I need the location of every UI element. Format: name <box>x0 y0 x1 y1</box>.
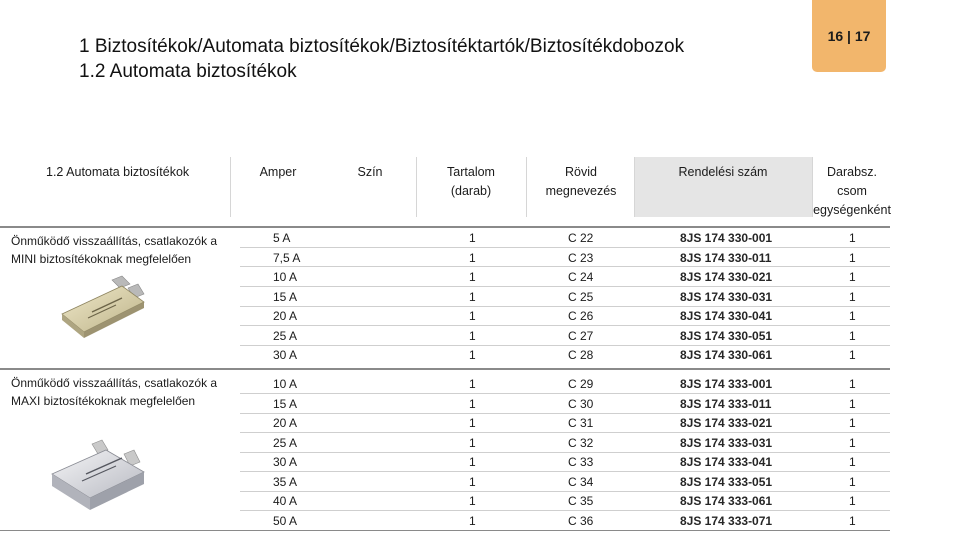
short-name-cell: C 22 <box>568 231 594 245</box>
pack-cell: 1 <box>849 348 856 362</box>
group-1-desc-line2: MINI biztosítékoknak megfelelően <box>11 252 192 266</box>
order-number-cell: 8JS 174 330-001 <box>680 231 773 245</box>
short-name-cell: C 26 <box>568 309 594 323</box>
short-name-cell: C 28 <box>568 348 594 362</box>
mini-fuse-image <box>52 272 152 342</box>
header-separator <box>230 157 231 217</box>
group-2-top-rule <box>0 368 890 370</box>
amper-cell: 35 A <box>273 475 298 489</box>
order-number-cell: 8JS 174 330-051 <box>680 329 773 343</box>
amper-cell: 10 A <box>273 270 298 284</box>
row-divider <box>240 491 890 492</box>
pack-cell: 1 <box>849 455 856 469</box>
order-number-cell: 8JS 174 330-021 <box>680 270 773 284</box>
order-number-cell: 8JS 174 333-051 <box>680 475 773 489</box>
group-2-desc-line2: MAXI biztosítékoknak megfelelően <box>11 394 196 408</box>
row-divider <box>240 471 890 472</box>
qty-cell: 1 <box>469 416 476 430</box>
row-divider <box>240 325 890 326</box>
page-title <box>79 34 684 84</box>
row-divider <box>240 266 890 267</box>
col-header-pack <box>812 163 892 220</box>
pack-cell: 1 <box>849 309 856 323</box>
amper-cell: 30 A <box>273 455 298 469</box>
row-divider <box>240 510 890 511</box>
table-bottom-rule <box>0 530 890 531</box>
amper-cell: 15 A <box>273 397 298 411</box>
order-number-cell: 8JS 174 333-001 <box>680 377 773 391</box>
col-header-pack-line1: Darabsz. <box>826 165 878 179</box>
group-2-desc-line1: Önműködő visszaállítás, csatlakozók a <box>11 376 218 390</box>
pack-cell: 1 <box>849 329 856 343</box>
order-number-cell: 8JS 174 333-061 <box>680 494 773 508</box>
group-2-description <box>11 374 217 410</box>
order-number-cell: 8JS 174 330-041 <box>680 309 773 323</box>
row-divider <box>240 345 890 346</box>
title-line-2: 1.2 Automata biztosítékok <box>79 61 297 82</box>
col-header-content <box>431 163 511 201</box>
row-divider <box>240 286 890 287</box>
col-header-content-line1: Tartalom <box>447 165 495 179</box>
order-number-cell: 8JS 174 333-071 <box>680 514 773 528</box>
qty-cell: 1 <box>469 475 476 489</box>
order-number-cell: 8JS 174 333-031 <box>680 436 773 450</box>
page-number-tab <box>812 0 886 72</box>
pack-cell: 1 <box>849 397 856 411</box>
col-header-product: 1.2 Automata biztosítékok <box>46 165 190 179</box>
pack-cell: 1 <box>849 436 856 450</box>
qty-cell: 1 <box>469 455 476 469</box>
qty-cell: 1 <box>469 397 476 411</box>
qty-cell: 1 <box>469 377 476 391</box>
short-name-cell: C 33 <box>568 455 594 469</box>
short-name-cell: C 30 <box>568 397 594 411</box>
qty-cell: 1 <box>469 231 476 245</box>
short-name-cell: C 31 <box>568 416 594 430</box>
short-name-cell: C 35 <box>568 494 594 508</box>
maxi-fuse-image <box>44 438 156 518</box>
row-divider <box>240 432 890 433</box>
order-number-cell: 8JS 174 333-021 <box>680 416 773 430</box>
group-1-desc-line1: Önműködő visszaállítás, csatlakozók a <box>11 234 218 248</box>
amper-cell: 25 A <box>273 436 298 450</box>
col-header-order-number: Rendelési szám <box>678 165 768 179</box>
order-number-cell: 8JS 174 330-061 <box>680 348 773 362</box>
pack-cell: 1 <box>849 377 856 391</box>
col-header-color: Szín <box>357 165 383 179</box>
pack-cell: 1 <box>849 514 856 528</box>
page-numbers: 16 | 17 <box>827 28 871 44</box>
group-1-top-rule <box>0 226 890 228</box>
short-name-cell: C 27 <box>568 329 594 343</box>
header-separator <box>416 157 417 217</box>
row-divider <box>240 247 890 248</box>
qty-cell: 1 <box>469 514 476 528</box>
amper-cell: 7,5 A <box>273 251 301 265</box>
row-divider <box>240 452 890 453</box>
amper-cell: 20 A <box>273 309 298 323</box>
title-line-1: 1 Biztosítékok/Automata biztosítékok/Biztosítéktartók/Biztosítékdobozok <box>79 36 685 57</box>
short-name-cell: C 32 <box>568 436 594 450</box>
pack-cell: 1 <box>849 494 856 508</box>
col-header-amper: Amper <box>259 165 297 179</box>
row-divider <box>240 393 890 394</box>
col-header-pack-line3: egységenként <box>813 203 891 217</box>
pack-cell: 1 <box>849 475 856 489</box>
col-header-short-line1: Rövid <box>565 165 597 179</box>
pack-cell: 1 <box>849 231 856 245</box>
qty-cell: 1 <box>469 251 476 265</box>
col-header-pack-line2: csom <box>837 184 867 198</box>
col-header-short-name <box>536 163 626 201</box>
row-divider <box>240 413 890 414</box>
short-name-cell: C 24 <box>568 270 594 284</box>
short-name-cell: C 23 <box>568 251 594 265</box>
qty-cell: 1 <box>469 329 476 343</box>
qty-cell: 1 <box>469 436 476 450</box>
qty-cell: 1 <box>469 270 476 284</box>
amper-cell: 30 A <box>273 348 298 362</box>
col-header-short-line2: megnevezés <box>545 184 617 198</box>
order-number-cell: 8JS 174 330-031 <box>680 290 773 304</box>
row-divider <box>240 306 890 307</box>
short-name-cell: C 34 <box>568 475 594 489</box>
amper-cell: 10 A <box>273 377 298 391</box>
amper-cell: 20 A <box>273 416 298 430</box>
pack-cell: 1 <box>849 416 856 430</box>
order-number-cell: 8JS 174 333-011 <box>680 397 772 411</box>
qty-cell: 1 <box>469 290 476 304</box>
qty-cell: 1 <box>469 348 476 362</box>
order-number-cell: 8JS 174 330-011 <box>680 251 772 265</box>
qty-cell: 1 <box>469 309 476 323</box>
header-separator <box>526 157 527 217</box>
pack-cell: 1 <box>849 290 856 304</box>
amper-cell: 50 A <box>273 514 298 528</box>
pack-cell: 1 <box>849 251 856 265</box>
group-1-description <box>11 232 217 268</box>
short-name-cell: C 29 <box>568 377 594 391</box>
short-name-cell: C 25 <box>568 290 594 304</box>
qty-cell: 1 <box>469 494 476 508</box>
short-name-cell: C 36 <box>568 514 594 528</box>
pack-cell: 1 <box>849 270 856 284</box>
order-number-cell: 8JS 174 333-041 <box>680 455 773 469</box>
amper-cell: 5 A <box>273 231 291 245</box>
col-header-content-line2: (darab) <box>450 184 492 198</box>
amper-cell: 40 A <box>273 494 298 508</box>
amper-cell: 25 A <box>273 329 298 343</box>
header-separator <box>634 157 635 217</box>
amper-cell: 15 A <box>273 290 298 304</box>
